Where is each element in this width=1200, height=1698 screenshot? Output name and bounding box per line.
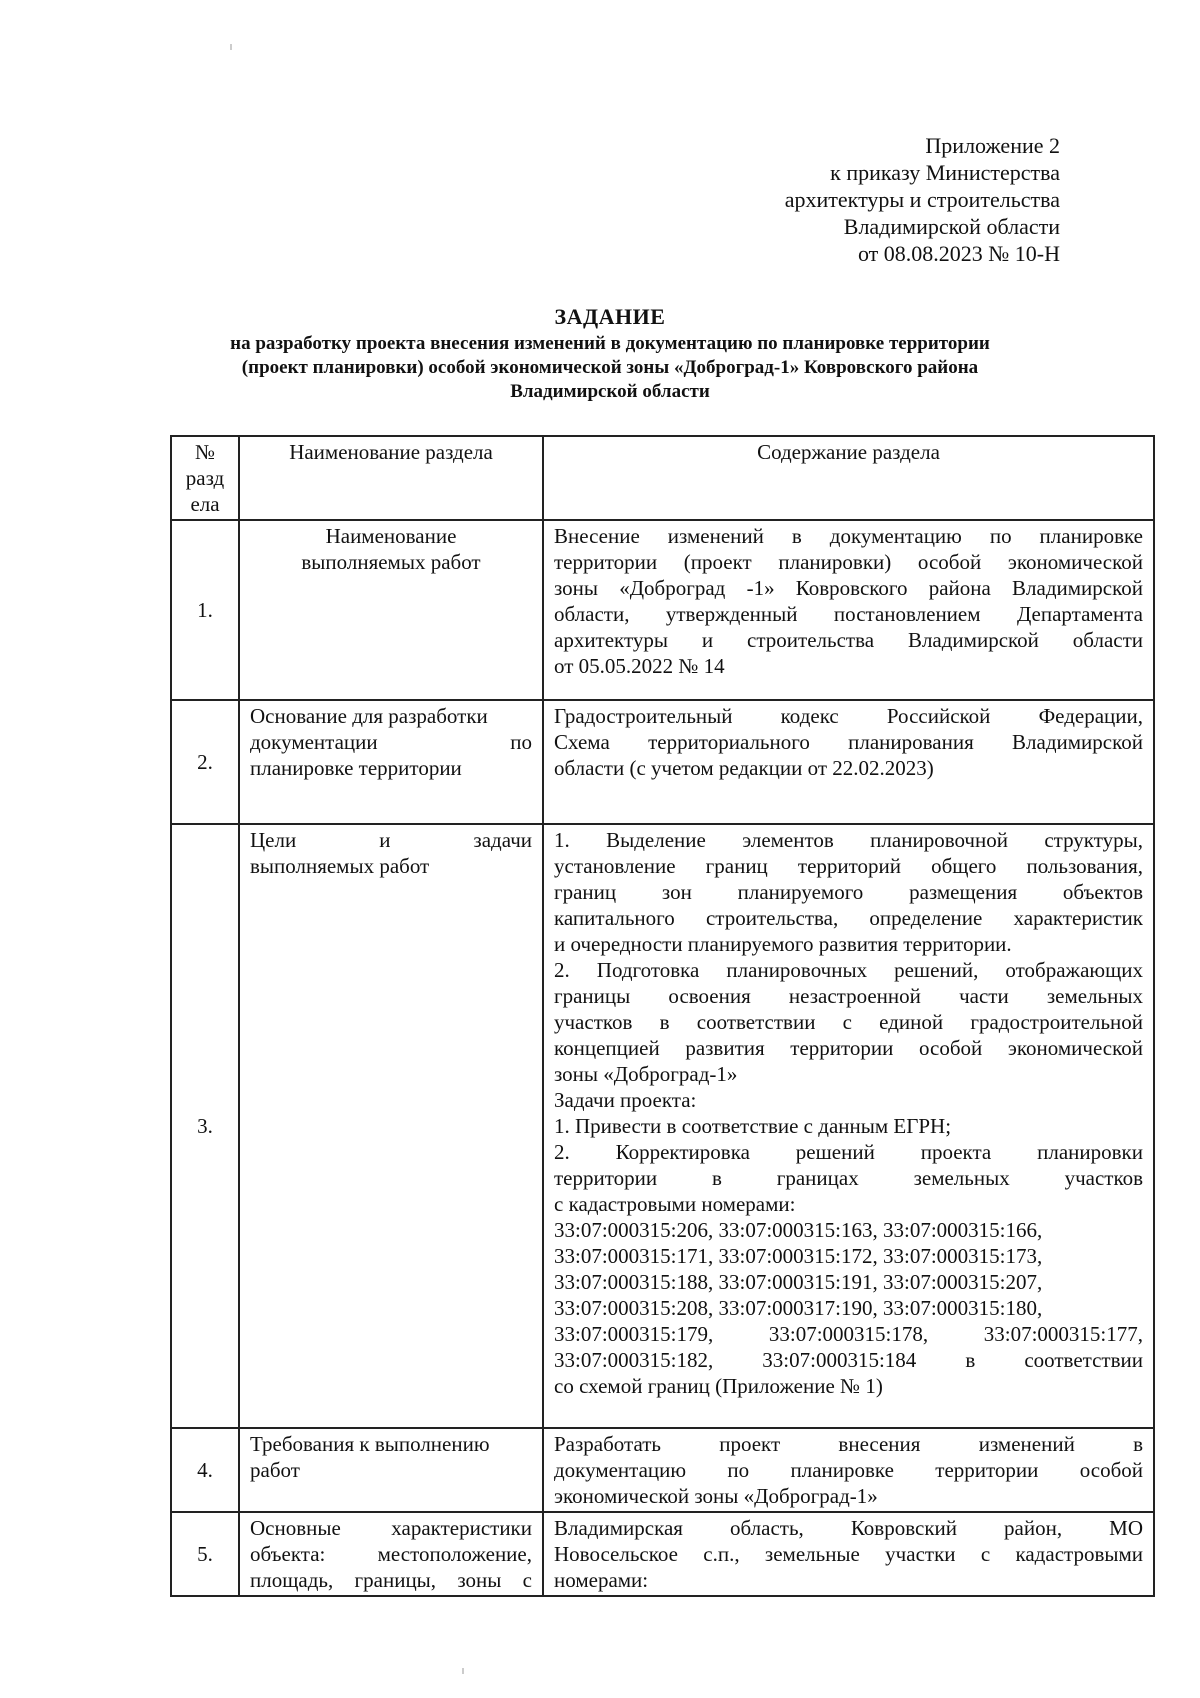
row-section-content [543,1428,1154,1512]
content-line: Градостроительный кодекс Российской Федерации, [554,704,1143,728]
section-name-line: документации по [250,730,532,754]
header-number-cell [171,436,239,520]
row-number: 2. [171,700,239,824]
content-line: Владимирская область, Ковровский район, МО [554,1516,1143,1540]
row-section-content [543,824,1154,1428]
header-number-line: разд [185,466,225,490]
content-line: документацию по планировке территории особой [554,1458,1143,1482]
content-line: номерами: [554,1568,649,1592]
header-name-cell: Наименование раздела [239,436,543,520]
content-line: 2. Корректировка решений проекта планировки [554,1140,1143,1164]
row-section-content [543,1512,1154,1596]
content-line: границ зон планируемого размещения объектов [554,880,1143,904]
content-line: экономической зоны «Доброград-1» [554,1484,878,1508]
content-line: Схема территориального планирования Владимирской [554,730,1143,754]
content-line: и очередности планируемого развития территории. [554,932,1012,956]
appendix-line: от 08.08.2023 № 10-Н [857,241,1060,266]
content-line: зоны «Доброград -1» Ковровского района Владимирской [554,576,1143,600]
header-number-line: № [194,440,216,464]
content-line: с кадастровыми номерами: [554,1192,796,1216]
content-line: территории в границах земельных участков [554,1166,1143,1190]
content-line: 33:07:000315:182, 33:07:000315:184 в соответствии [554,1348,1143,1372]
content-line: 33:07:000315:208, 33:07:000317:190, 33:07:000315:180, [554,1296,1043,1320]
row-number: 3. [171,824,239,1428]
sections-table [170,435,1155,1597]
table-row [171,1428,1154,1512]
content-line: зоны «Доброград-1» [554,1062,738,1086]
section-name-line: Требования к выполнению [250,1432,490,1456]
section-name-line: Цели и задачи [250,828,532,852]
content-line: со схемой границ (Приложение № 1) [554,1374,883,1398]
content-line: Разработать проект внесения изменений в [554,1432,1143,1456]
content-line: Задачи проекта: [554,1088,697,1112]
section-name-line: работ [250,1458,300,1482]
row-section-name [239,520,543,700]
appendix-line: Приложение 2 [925,133,1060,158]
section-name-line: выполняемых работ [301,550,481,574]
appendix-line: Владимирской области [843,214,1060,239]
header-content-cell: Содержание раздела [543,436,1154,520]
section-name-line: планировке территории [250,756,462,780]
content-line: установление границ территорий общего пользования, [554,854,1143,878]
table-row [171,824,1154,1428]
row-number: 5. [171,1512,239,1596]
content-line: концепцией развития территории особой экономической [554,1036,1143,1060]
row-section-content [543,520,1154,700]
content-line: 33:07:000315:206, 33:07:000315:163, 33:07:000315:166, [554,1218,1043,1242]
subtitle-line: на разработку проекта внесения изменений в документацию по планировке территории [230,333,990,354]
section-name-line: Основные характеристики [250,1516,532,1540]
section-name-line: Наименование [325,524,457,548]
document-subtitle [160,332,1060,404]
content-line: 2. Подготовка планировочных решений, отображающих [554,958,1143,982]
content-line: от 05.05.2022 № 14 [554,654,725,678]
content-line: 1. Выделение элементов планировочной структуры, [554,828,1143,852]
appendix-reference [785,132,1060,267]
content-line: области, утвержденный постановлением Департамента [554,602,1143,626]
scan-mark-bottom [462,1668,464,1674]
row-section-name [239,1428,543,1512]
content-line: 1. Привести в соответствие с данным ЕГРН; [554,1114,952,1138]
content-line: участков в соответствии с единой градостроительной [554,1010,1143,1034]
content-line: 33:07:000315:188, 33:07:000315:191, 33:07:000315:207, [554,1270,1043,1294]
document-title-block [160,302,1060,404]
content-line: капитального строительства, определение характеристик [554,906,1143,930]
content-line: территории (проект планировки) особой экономической [554,550,1143,574]
content-line: Внесение изменений в документацию по планировке [554,524,1143,548]
table-header-row [171,436,1154,520]
section-name-line: площадь, границы, зоны с [250,1568,532,1592]
scan-mark-top [230,44,232,50]
row-section-name [239,1512,543,1596]
appendix-line: к приказу Министерства [830,160,1060,185]
row-section-name [239,824,543,1428]
content-line: границы освоения незастроенной части земельных [554,984,1143,1008]
table-row [171,520,1154,700]
row-number: 1. [171,520,239,700]
appendix-line: архитектуры и строительства [784,187,1060,212]
row-section-content [543,700,1154,824]
subtitle-line: Владимирской области [510,381,710,402]
section-name-line: объекта: местоположение, [250,1542,532,1566]
table-row [171,700,1154,824]
content-line: 33:07:000315:179, 33:07:000315:178, 33:07:000315:177, [554,1322,1143,1346]
section-name-line: Основание для разработки [250,704,488,728]
content-line: архитектуры и строительства Владимирской области [554,628,1143,652]
header-number-line: ела [190,492,220,516]
table-row [171,1512,1154,1596]
row-number: 4. [171,1428,239,1512]
content-line: Новосельское с.п., земельные участки с кадастровыми [554,1542,1143,1566]
content-line: 33:07:000315:171, 33:07:000315:172, 33:07:000315:173, [554,1244,1043,1268]
subtitle-line: (проект планировки) особой экономической зоны «Доброград-1» Ковровского района [241,357,979,378]
content-line: области (с учетом редакции от 22.02.2023) [554,756,934,780]
row-section-name [239,700,543,824]
section-name-line: выполняемых работ [250,854,430,878]
document-title: ЗАДАНИЕ [554,304,666,329]
